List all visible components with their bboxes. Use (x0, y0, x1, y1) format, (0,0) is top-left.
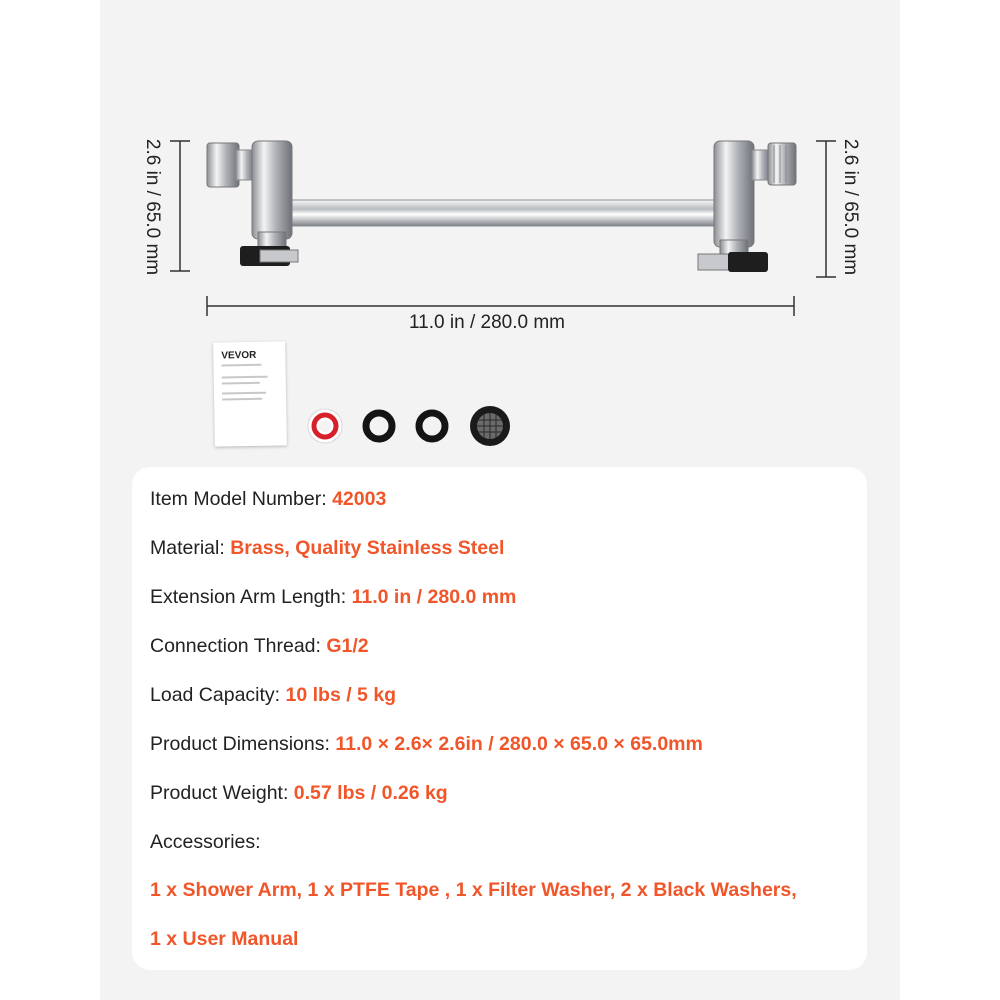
spec-value: G1/2 (326, 635, 369, 657)
spec-model-number (150, 488, 386, 511)
spec-value: 10 lbs / 5 kg (285, 684, 397, 706)
ptfe-tape-icon (308, 409, 342, 443)
length-label: 11.0 in / 280.0 mm (409, 312, 565, 333)
black-washer-icon (366, 413, 392, 439)
accessories-list-line-2: 1 x User Manual (150, 928, 299, 950)
spec-arm-length (150, 586, 516, 609)
spec-value: 0.57 lbs / 0.26 kg (293, 782, 448, 804)
accessories-illustration (0, 0, 1000, 460)
black-washer-icon (419, 413, 445, 439)
spec-material (150, 537, 504, 560)
specifications-card (132, 467, 867, 970)
filter-washer-icon (470, 406, 510, 446)
accessories-heading: Accessories: (150, 831, 261, 853)
height-label-right: 2.6 in / 65.0 mm (840, 138, 861, 276)
spec-value: 11.0 × 2.6× 2.6in / 280.0 × 65.0 × 65.0mm (335, 733, 703, 755)
spec-label: Load Capacity: (150, 684, 286, 706)
spec-value: 42003 (332, 488, 387, 510)
spec-value: 11.0 in / 280.0 mm (351, 586, 517, 608)
spec-product-dimensions (150, 733, 703, 756)
spec-label: Extension Arm Length: (150, 586, 352, 608)
spec-label: Material: (150, 537, 231, 559)
spec-connection-thread (150, 635, 369, 658)
spec-label: Product Dimensions: (150, 733, 336, 755)
spec-load-capacity (150, 684, 396, 707)
spec-label: Item Model Number: (150, 488, 333, 510)
accessories-list-line-1: 1 x Shower Arm, 1 x PTFE Tape , 1 x Filter Washer, 2 x Black Washers, (150, 879, 797, 901)
spec-label: Product Weight: (150, 782, 294, 804)
spec-value: Brass, Quality Stainless Steel (230, 537, 505, 559)
spec-label: Connection Thread: (150, 635, 327, 657)
manual-brand-logo: VEVOR (221, 349, 257, 362)
height-label-left: 2.6 in / 65.0 mm (142, 138, 163, 276)
spec-product-weight (150, 782, 448, 805)
